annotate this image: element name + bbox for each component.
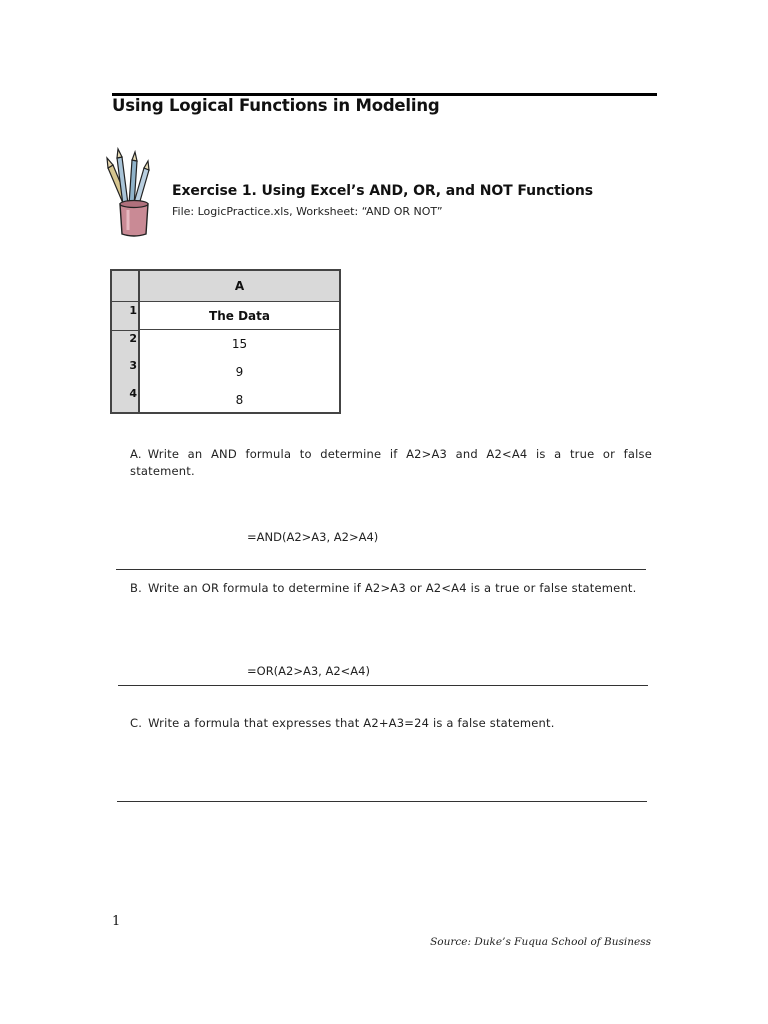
pencil-cup-icon [104,146,160,240]
exercise-file-line: File: LogicPractice.xls, Worksheet: “AND OR NOT” [172,205,443,218]
question-label: B. [130,581,142,595]
row-divider [112,330,140,331]
source-credit: Source: Duke’s Fuqua School of Business [430,936,651,948]
answer-line-a [116,569,646,570]
question-text: Write an OR formula to determine if A2>A3 or A2<A4 is a true or false statement. [147,581,637,595]
question-text: Write an AND formula to determine if A2>A3 and A2<A4 is a true or false statement. [130,447,652,478]
corner-cell [112,271,140,302]
answer-line-b [118,685,648,686]
question-b [130,580,652,597]
question-text: Write a formula that expresses that A2+A3=24 is a false statement. [148,716,555,730]
exercise-title: Exercise 1. Using Excel’s AND, OR, and NOT Functions [172,183,593,199]
question-label: C. [130,716,143,730]
answer-b: =OR(A2>A3, A2<A4) [247,664,370,678]
answer-a: =AND(A2>A3, A2>A4) [247,530,379,544]
spreadsheet-table [110,269,341,414]
question-a [130,446,652,480]
cell-a1: The Data [140,302,339,330]
page-number: 1 [112,914,121,929]
column-header-a: A [140,271,339,302]
question-c [130,715,652,732]
cell-a3: 9 [235,365,244,379]
cell-a2: 15 [231,337,248,351]
answer-line-c [117,801,647,802]
page-title: Using Logical Functions in Modeling [112,96,440,115]
cell-a4: 8 [235,393,244,407]
row-number-2: 2 [129,332,137,345]
row-number-1: 1 [129,304,137,317]
row-number-3: 3 [129,359,137,372]
row-number-4: 4 [129,387,137,400]
question-label: A. [130,447,142,461]
